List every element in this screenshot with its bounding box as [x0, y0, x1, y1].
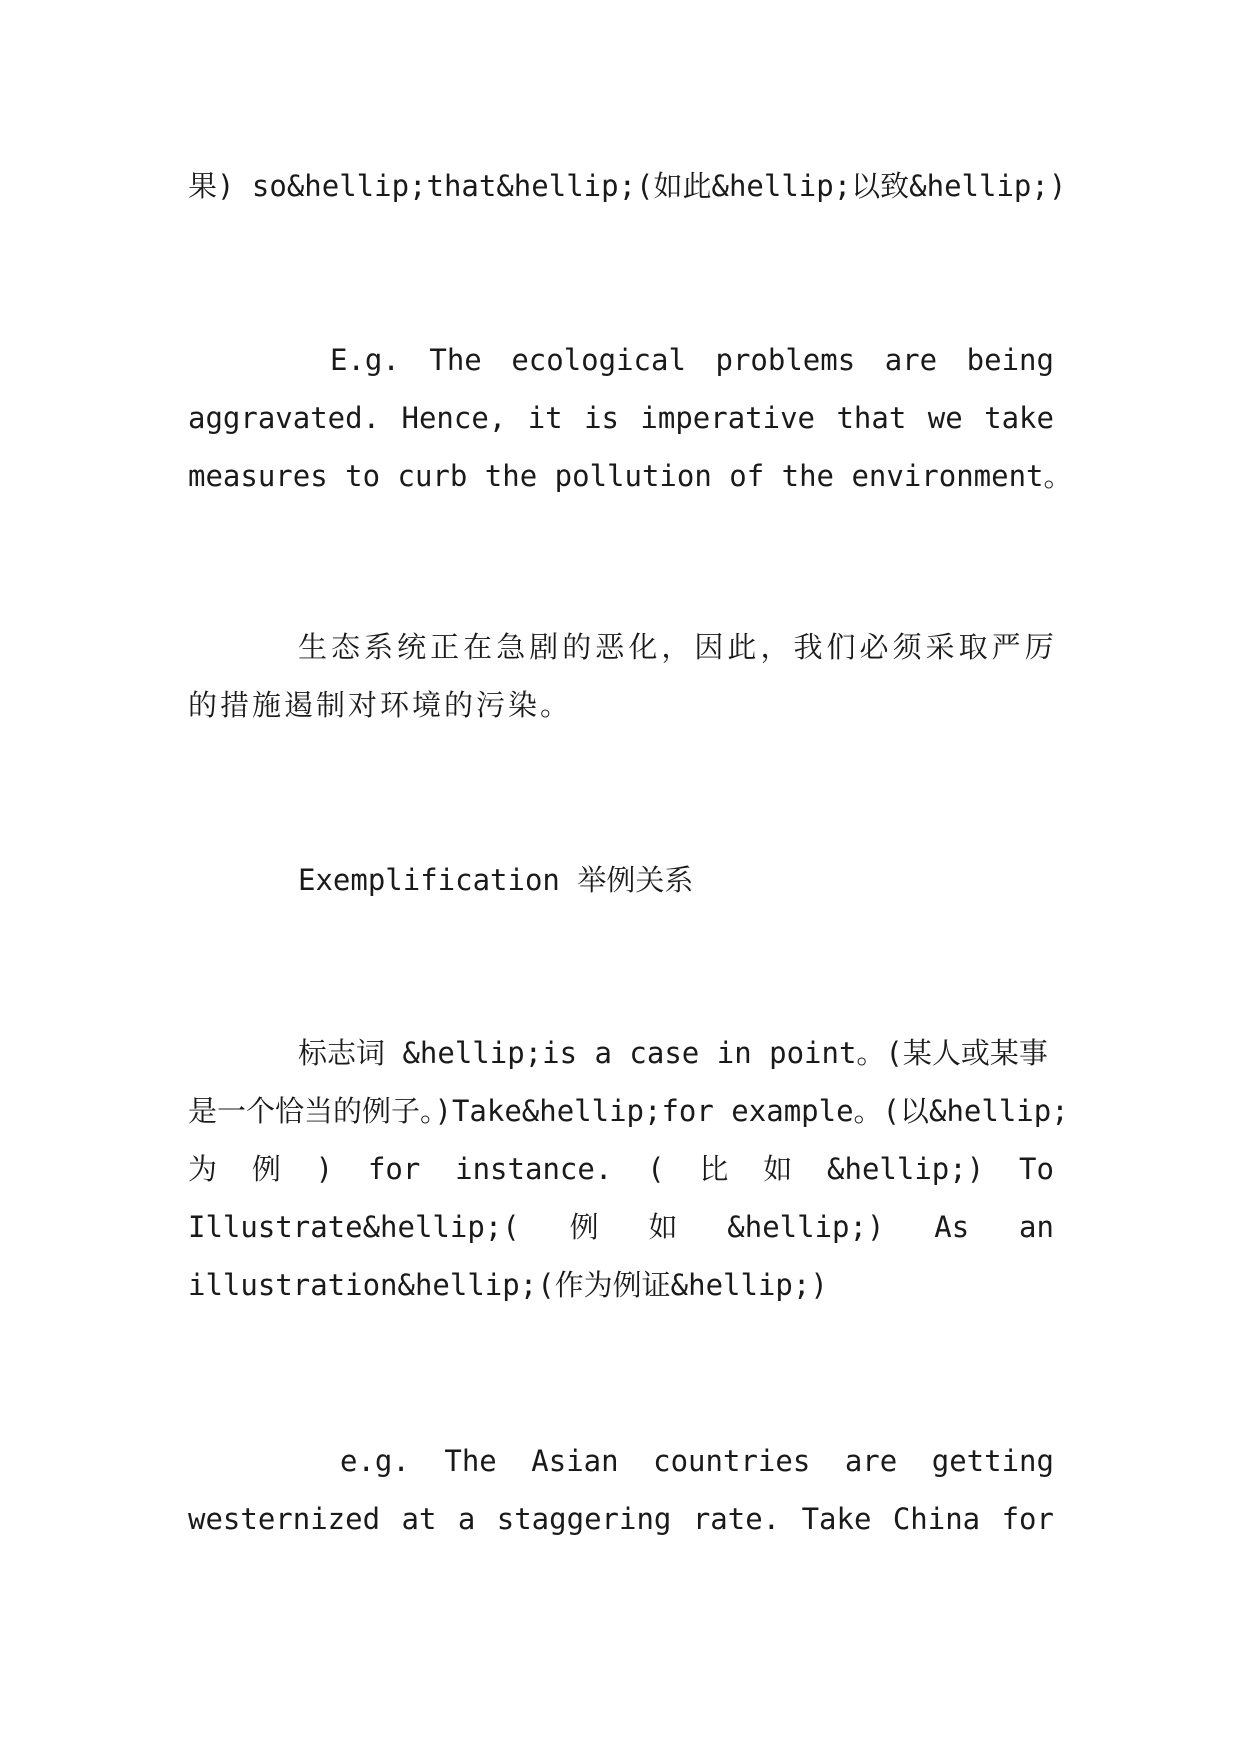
word: 为: [188, 1152, 218, 1186]
word: take: [984, 401, 1054, 435]
character: 在: [463, 630, 493, 664]
word: countries: [653, 1444, 811, 1478]
text-line-11: [188, 1209, 1054, 1245]
word: aggravated.: [188, 401, 381, 435]
word: 如: [648, 1210, 678, 1244]
text-line-12: illustration&hellip;(作为例证&hellip;): [188, 1268, 828, 1302]
word: for: [1001, 1502, 1054, 1536]
text-line-14: [188, 1501, 1054, 1537]
character: 须: [892, 630, 922, 664]
text-line-5: [298, 629, 1054, 665]
text-line-10: [188, 1151, 1054, 1187]
word: 例: [251, 1152, 281, 1186]
character: 正: [430, 630, 460, 664]
word: we: [927, 401, 963, 435]
character: 剧: [529, 630, 559, 664]
word: e.g.: [340, 1444, 410, 1478]
word: it: [527, 401, 563, 435]
word: (: [647, 1152, 665, 1186]
word: staggering: [496, 1502, 672, 1536]
word: that: [836, 401, 907, 435]
character: 厉: [1024, 630, 1054, 664]
text-line-9: 是一个恰当的例子。)Take&hellip;for example。(以&hellip;: [188, 1094, 1069, 1128]
word: at: [401, 1502, 437, 1536]
character: 统: [397, 630, 427, 664]
word: ): [315, 1152, 334, 1186]
character: 我: [793, 630, 823, 664]
character: 化: [628, 630, 658, 664]
word: Hence,: [401, 401, 507, 435]
word: are: [844, 1444, 898, 1478]
character: 采: [925, 630, 955, 664]
word: Asian: [531, 1444, 619, 1478]
text-line-3: [188, 400, 1054, 436]
character: 生: [298, 630, 328, 664]
word: being: [966, 343, 1054, 377]
word: 比: [699, 1152, 729, 1186]
word: an: [1019, 1210, 1054, 1244]
word: is: [584, 401, 619, 435]
word: To: [1018, 1152, 1054, 1186]
character: ，: [760, 630, 790, 664]
word: The: [444, 1444, 497, 1478]
word: Illustrate&hellip;(: [188, 1210, 520, 1244]
word: China: [892, 1502, 981, 1536]
word: getting: [931, 1444, 1054, 1478]
text-line-1: 果) so&hellip;that&hellip;(如此&hellip;以致&hellip;): [188, 169, 1067, 203]
character: 的: [562, 630, 592, 664]
character: 必: [859, 630, 889, 664]
word: Take: [801, 1502, 872, 1536]
word: As: [934, 1210, 970, 1244]
character: 因: [694, 630, 724, 664]
character: 系: [364, 630, 394, 664]
character: 恶: [595, 630, 625, 664]
word: rate.: [692, 1502, 781, 1536]
character: ，: [661, 630, 691, 664]
character: 严: [991, 630, 1021, 664]
word: &hellip;): [827, 1152, 985, 1186]
word: are: [884, 343, 938, 377]
word: westernized: [188, 1502, 381, 1536]
word: imperative: [640, 401, 816, 435]
text-line-2: [330, 342, 1054, 378]
character: 此: [727, 630, 757, 664]
text-line-8: 标志词 &hellip;is a case in point。(某人或某事: [298, 1036, 1048, 1070]
character: 态: [331, 630, 361, 664]
text-line-13: [340, 1443, 1054, 1479]
word: E.g.: [330, 343, 400, 377]
word: 例: [569, 1210, 599, 1244]
character: 急: [496, 630, 526, 664]
word: problems: [715, 343, 856, 377]
word: for: [367, 1152, 421, 1186]
word: 如: [763, 1152, 793, 1186]
character: 取: [958, 630, 988, 664]
word: The: [429, 343, 482, 377]
word: a: [457, 1502, 476, 1536]
section-heading: Exemplification 举例关系: [298, 863, 694, 897]
word: ecological: [511, 343, 686, 377]
word: &hellip;): [727, 1210, 885, 1244]
text-line-6: 的措施遏制对环境的污染。: [188, 688, 573, 722]
character: 们: [826, 630, 856, 664]
word: instance.: [455, 1152, 613, 1186]
text-line-4: measures to curb the pollution of the environment。: [188, 459, 1073, 493]
